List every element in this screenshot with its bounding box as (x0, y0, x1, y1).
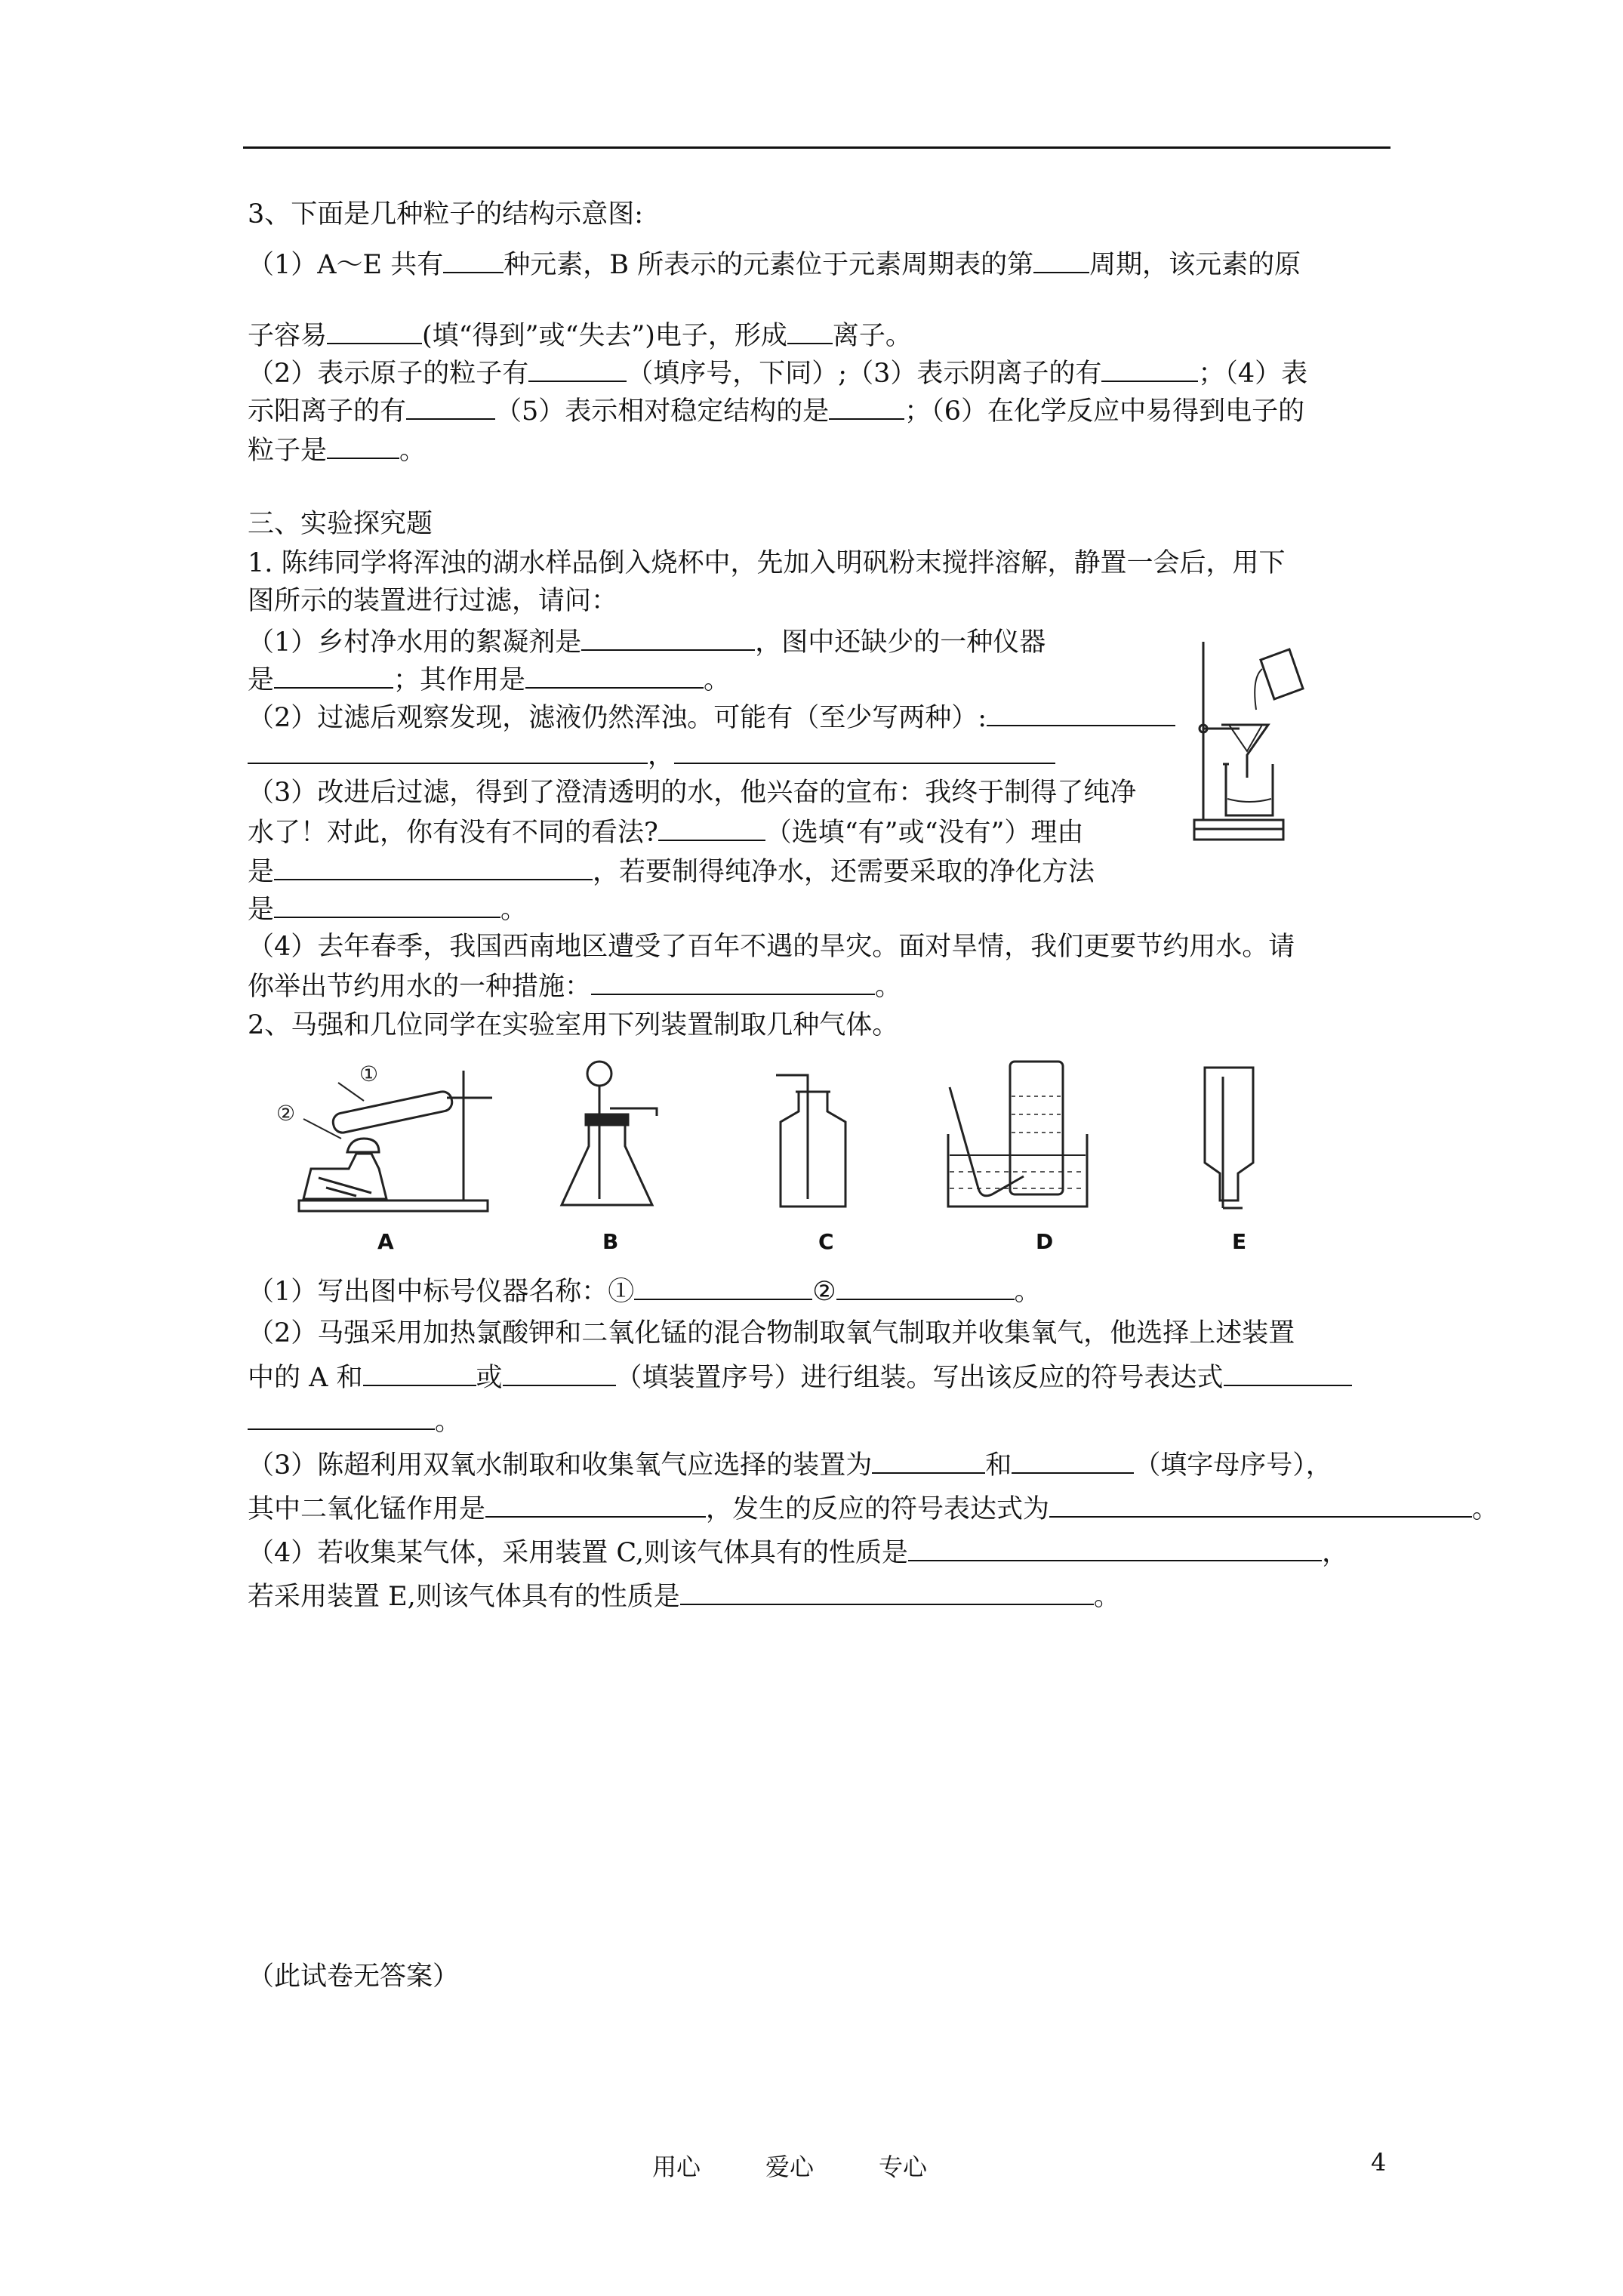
answer-blank (528, 355, 627, 382)
answer-blank (674, 737, 1055, 764)
q1-line2: 图所示的装置进行过滤，请问： (248, 586, 618, 616)
q1-line8: 水了！对此，你有没有不同的看法? （选填“有”或“没有”）理由 (248, 814, 1083, 849)
q2-part2-line1: （2）马强采用加热氯酸钾和二氧化锰的混合物制取氧气制取并收集氧气，他选择上述装置 (248, 1318, 1295, 1348)
q3-line3: （2）表示原子的粒子有 （填序号，下同）;（3）表示阴离子的有 ；（4）表 (248, 355, 1307, 390)
answer-blank (274, 891, 500, 918)
apparatus-b-figure (551, 1056, 672, 1214)
q2-part3-line1: （3）陈超利用双氧水制取和收集氧气应选择的装置为 和 （填字母序号）， (248, 1447, 1332, 1482)
q2-part3-line2: 其中二氧化锰作用是 ，发生的反应的符号表达式为 。 (248, 1490, 1498, 1526)
answer-blank (363, 1359, 476, 1386)
apparatus-c-figure (771, 1066, 855, 1217)
answer-blank (1101, 355, 1198, 382)
q2-part1: （1）写出图中标号仪器名称：① ② 。 (248, 1273, 1041, 1308)
q3-title: 3、下面是几种粒子的结构示意图: (248, 199, 644, 230)
answer-blank (787, 317, 833, 344)
answer-blank (248, 737, 648, 764)
q3-line2: 子容易 (填“得到”或“失去”)电子，形成 离子。 (248, 317, 912, 353)
answer-blank (829, 393, 904, 420)
answer-blank (443, 246, 504, 273)
filtration-apparatus-figure (1184, 596, 1304, 853)
apparatus-label-a: A (377, 1229, 394, 1254)
answer-blank (1033, 246, 1089, 273)
q2-part4-line1: （4）若收集某气体，采用装置 C,则该气体具有的性质是 ， (248, 1534, 1348, 1570)
answer-blank (1224, 1359, 1352, 1386)
footer-motto-3: 专心 (879, 2153, 928, 2181)
answer-blank (987, 699, 1175, 726)
q1-line5: （2）过滤后观察发现，滤液仍然浑浊。可能有（至少写两种）: (248, 699, 1175, 735)
answer-blank (581, 624, 755, 651)
q1-line9: 是 ，若要制得纯净水，还需要采取的净化方法 (248, 853, 1095, 889)
answer-blank (836, 1273, 1015, 1300)
answer-blank (274, 853, 593, 880)
apparatus-label-e: E (1232, 1229, 1247, 1254)
header-rule (243, 146, 1390, 149)
answer-blank (591, 968, 875, 995)
no-answer-note: （此试卷无答案） (248, 1962, 460, 1992)
apparatus-label-b: B (602, 1229, 619, 1254)
q2-part4-line2: 若采用装置 E,则该气体具有的性质是 。 (248, 1578, 1120, 1613)
answer-blank (1012, 1447, 1134, 1474)
apparatus-label-c: C (818, 1229, 834, 1254)
footer-motto-1: 用心 (652, 2153, 701, 2181)
footer-motto-2: 爱心 (765, 2153, 815, 2181)
q3-line1: （1）A～E 共有 种元素，B 所表示的元素位于元素周期表的第 周期，该元素的原 (248, 246, 1301, 282)
answer-blank (872, 1447, 985, 1474)
apparatus-d-figure (942, 1051, 1093, 1217)
answer-blank (274, 661, 393, 689)
marker-2-label: ② (276, 1101, 296, 1126)
q1-line11: （4）去年春季，我国西南地区遭受了百年不遇的旱灾。面对旱情，我们更要节约用水。请 (248, 932, 1295, 962)
answer-blank (406, 393, 495, 420)
q2-part2-line2: 中的 A 和 或 （填装置序号）进行组装。写出该反应的符号表达式 (248, 1359, 1352, 1395)
q1-line6: ， (248, 737, 1055, 772)
q1-line4: 是 ；其作用是 。 (248, 661, 730, 697)
answer-blank (658, 814, 765, 841)
marker-1-label: ① (359, 1062, 379, 1086)
q1-line7: （3）改进后过滤，得到了澄清透明的水，他兴奋的宣布：我终于制得了纯净 (248, 778, 1137, 808)
answer-blank (503, 1359, 616, 1386)
answer-blank (1049, 1490, 1472, 1518)
answer-blank (634, 1273, 812, 1300)
q1-line12: 你举出节约用水的一种措施： 。 (248, 968, 901, 1003)
q2-title: 2、马强和几位同学在实验室用下列装置制取几种气体。 (248, 1010, 899, 1040)
q3-line5: 粒子是 。 (248, 432, 426, 467)
answer-blank (680, 1578, 1094, 1605)
apparatus-e-figure (1194, 1057, 1270, 1216)
answer-blank (908, 1534, 1322, 1561)
apparatus-a-figure (266, 1056, 515, 1222)
q2-part2-line3: 。 (248, 1403, 461, 1438)
answer-blank (485, 1490, 706, 1518)
q1-line10: 是 。 (248, 891, 527, 926)
answer-blank (248, 1403, 435, 1430)
q1-line3: （1）乡村净水用的絮凝剂是 ，图中还缺少的一种仪器 (248, 624, 1046, 659)
page-number: 4 (1371, 2148, 1387, 2177)
q3-line4: 示阳离子的有 （5）表示相对稳定结构的是 ；（6）在化学反应中易得到电子的 (248, 393, 1304, 428)
answer-blank (525, 661, 704, 689)
apparatus-label-d: D (1036, 1229, 1054, 1254)
answer-blank (327, 317, 422, 344)
answer-blank (327, 432, 399, 459)
section-heading: 三、实验探究题 (248, 509, 433, 539)
q1-line1: 1. 陈纬同学将浑浊的湖水样品倒入烧杯中，先加入明矾粉末搅拌溶解，静置一会后，用下 (248, 548, 1286, 578)
